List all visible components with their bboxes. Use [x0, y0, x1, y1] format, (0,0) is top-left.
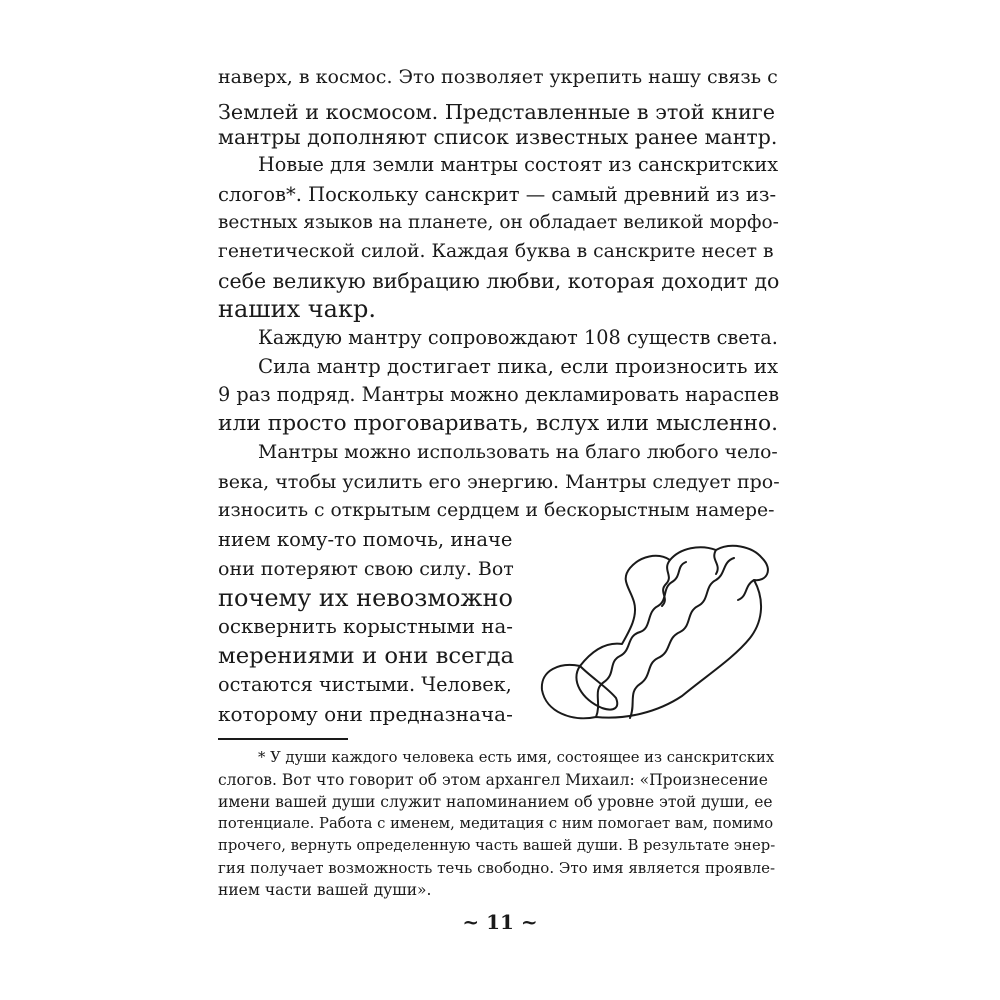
page-number: ~ 11 ~ — [462, 910, 538, 934]
body-line: слогов*. Поскольку санскрит — самый древний из из- — [218, 183, 777, 206]
body-line: наверх, в космос. Это позволяет укрепить нашу связь с — [218, 66, 778, 88]
body-line: века, чтобы усилить его энергию. Мантры следует про- — [218, 471, 780, 493]
body-line: остаются чистыми. Человек, — [218, 673, 512, 696]
footnote-line: прочего, вернуть определенную часть вашей души. В результате энер- — [218, 837, 776, 854]
body-line: Землей и космосом. Представленные в этой книге — [218, 100, 775, 124]
body-line: мантры дополняют список известных ранее мантр. — [218, 125, 778, 149]
footnote-separator — [218, 738, 348, 740]
body-line: нием кому-то помочь, иначе — [218, 528, 513, 551]
body-line: вестных языков на планете, он обладает великой морфо- — [218, 212, 779, 233]
footnote-line: * У души каждого человека есть имя, состоящее из санскритских — [258, 749, 775, 766]
body-line: 9 раз подряд. Мантры можно декламировать нараспев — [218, 383, 780, 406]
line-drawing-illustration — [530, 540, 780, 725]
body-line paragraph-start: Каждую мантру сопровождают 108 существ света. — [258, 326, 778, 349]
body-line: износить с открытым сердцем и бескорыстным намере- — [218, 500, 775, 521]
footnote-line: потенциале. Работа с именем, медитация с ним помогает вам, помимо — [218, 815, 774, 832]
body-line paragraph-start: Новые для земли мантры состоят из санскритских — [258, 153, 779, 176]
body-line: генетической силой. Каждая буква в санскрите несет в — [218, 241, 774, 262]
body-line: почему их невозможно — [218, 584, 513, 612]
body-line paragraph-start: Сила мантр достигает пика, если произносить их — [258, 355, 779, 378]
body-line: наших чакр. — [218, 295, 376, 323]
body-line: они потеряют свою силу. Вот — [218, 558, 514, 580]
body-line paragraph-start: Мантры можно использовать на благо любого чело- — [258, 442, 778, 463]
body-line: которому они предназнача- — [218, 702, 513, 726]
footnote-line: гия получает возможность течь свободно. Это имя является проявле- — [218, 859, 776, 877]
footnote-line: слогов. Вот что говорит об этом архангел Михаил: «Произнесение — [218, 771, 768, 789]
body-line: или просто проговаривать, вслух или мысленно. — [218, 411, 779, 436]
footnote-line: имени вашей души служит напоминанием об уровне этой души, ее — [218, 793, 773, 811]
body-line: мерениями и они всегда — [218, 643, 515, 669]
footnote-line: нием части вашей души». — [218, 881, 432, 899]
body-line: осквернить корыстными на- — [218, 615, 513, 638]
body-line: себе великую вибрацию любви, которая доходит до — [218, 269, 780, 293]
